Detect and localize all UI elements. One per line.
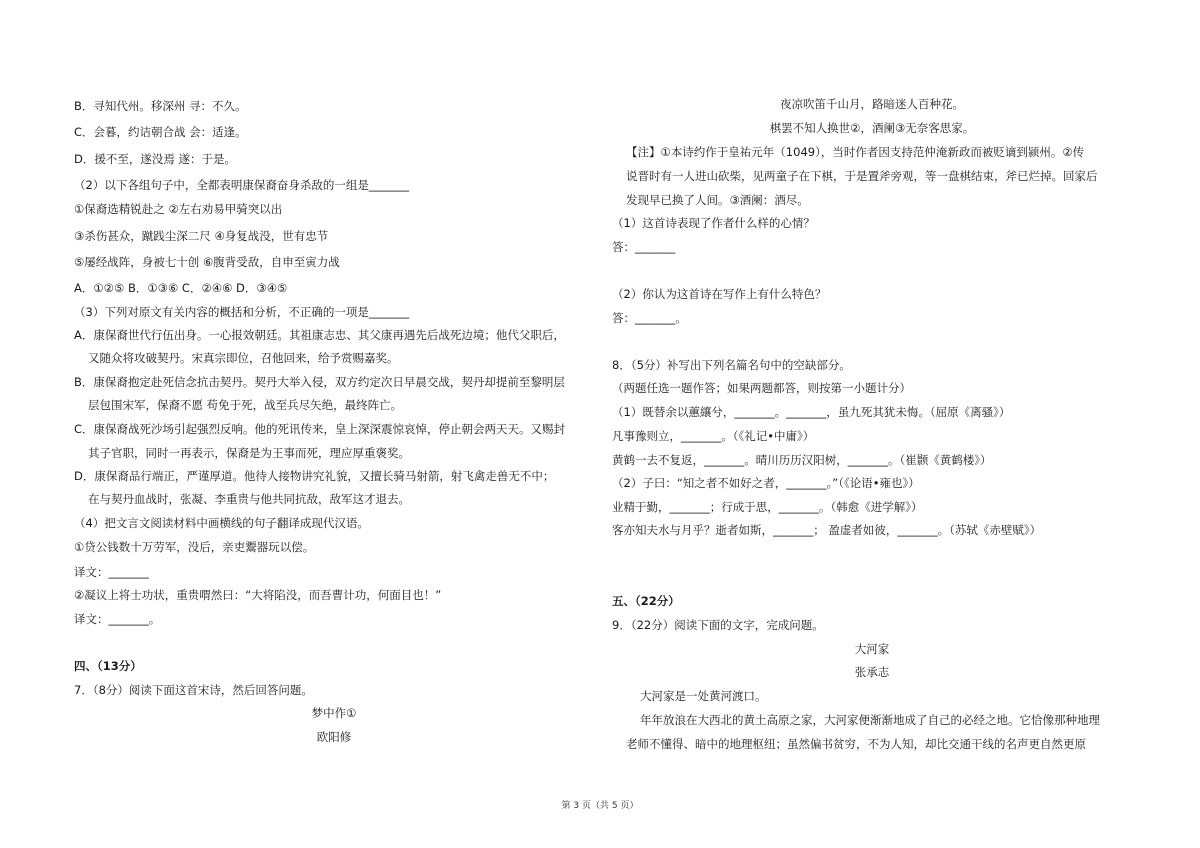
right-text-line: 业精于勤，_______；行成于思，_______。（韩愈《进学解》） xyxy=(612,500,923,514)
left-text-line: 欧阳修 xyxy=(316,730,352,744)
left-text-line: （2）以下各组句子中，全都表明康保裔奋身杀敌的一组是_______ xyxy=(74,178,410,192)
page-footer: 第 3 页（共 5 页） xyxy=(561,801,639,811)
left-text-line: 又随众将攻破契丹。宋真宗即位，召他回来，给予赏赐嘉奖。 xyxy=(88,351,399,365)
right-text-line: 五、（22分） xyxy=(612,594,680,608)
left-text-line: 在与契丹血战时，张凝、李重贵与他共同抗敌，敌军这才退去。 xyxy=(88,492,410,506)
left-text-line: 7．（8分）阅读下面这首宋诗，然后回答问题。 xyxy=(74,683,313,697)
right-text-line: 大河家 xyxy=(854,642,890,656)
left-text-line: ①贷公钱数十万劳军，没后，亲吏鬻器玩以偿。 xyxy=(74,540,315,554)
right-text-line: （2）子曰：“知之者不如好之者，_______。”（《论语•雍也》） xyxy=(612,476,920,490)
left-text-line: 梦中作① xyxy=(311,706,357,720)
left-text-line: （3）下列对原文有关内容的概括和分析，不正确的一项是_______ xyxy=(74,305,410,319)
right-text-line: 发现早已换了人间。③酒阑：酒尽。 xyxy=(626,193,809,207)
left-text-line: ⑤屡经战阵，身被七十创 ⑥腹背受敌，自申至寅力战 xyxy=(74,255,340,269)
right-text-line: （1）既替余以蕙纕兮，_______。_______，虽九死其犹未悔。（屈原《离骚》） xyxy=(612,405,1011,419)
right-text-line: 答：_______ xyxy=(612,240,676,254)
right-text-line: （1）这首诗表现了作者什么样的心情？ xyxy=(612,216,815,230)
right-text-line: 张承志 xyxy=(854,665,890,679)
left-text-line: 译文：_______ xyxy=(74,565,149,579)
right-text-line: （2）你认为这首诗在写作上有什么特色？ xyxy=(612,287,827,301)
right-text-line: 答：_______。 xyxy=(612,311,687,325)
right-text-line: 黄鹤一去不复返，_______。晴川历历汉阳树，_______。（崔颢《黄鹤楼》） xyxy=(612,453,992,467)
right-text-line: 9．（22分）阅读下面的文字，完成问题。 xyxy=(612,618,824,632)
right-text-line: 棋罢不知人换世②，酒阑③无奈客思家。 xyxy=(769,121,975,135)
left-text-line: ③杀伤甚众，蹴践尘深二尺 ④身复战没，世有忠节 xyxy=(74,229,329,243)
right-text-line: 【注】①本诗约作于皇祐元年（1049），当时作者因支持范仲淹新政而被贬谪到颍州。②传 xyxy=(626,145,1085,159)
left-text-line: ②凝议上将士功状，重贵喟然曰：“大将陷没，而吾曹计功，何面目也！” xyxy=(74,588,442,602)
right-text-line: （两题任选一题作答；如果两题都答，则按第一小题计分） xyxy=(612,381,911,395)
left-text-line: B．康保裔抱定赴死信念抗击契丹。契丹大举入侵，双方约定次日早晨交战，契丹却提前至黎明层 xyxy=(74,375,565,389)
left-text-line: C．会暮，约诘朝合战 会：适逢。 xyxy=(74,125,247,139)
left-text-line: 层包围宋军，保裔不愿 苟免于死，战至兵尽矢绝，最终阵亡。 xyxy=(88,398,403,412)
left-text-line: 其子官职，同时一再表示，保裔是为王事而死，理应厚重褒奖。 xyxy=(88,446,410,460)
right-text-line: 说晋时有一人进山砍柴，见两童子在下棋，于是置斧旁观，等一盘棋结束，斧已烂掉。回家后 xyxy=(626,169,1098,183)
left-text-line: 四、（13分） xyxy=(74,659,142,673)
left-text-line: 译文：_______。 xyxy=(74,612,161,626)
left-text-line: C．康保裔战死沙场引起强烈反响。他的死讯传来，皇上深深震惊哀悼，停止朝会两天天。又赐封 xyxy=(74,422,566,436)
left-text-line: A．康保裔世代行伍出身。一心报效朝廷。其祖康志忠、其父康再遇先后战死边境；他代父职后， xyxy=(74,328,565,342)
left-text-line: D．援不至，遂没焉 遂：于是。 xyxy=(74,152,237,166)
right-text-line: 8．（5分）补写出下列名篇名句中的空缺部分。 xyxy=(612,358,851,372)
right-text-line: 老师不懂得、暗中的地理枢纽；虽然偏书贫穷，不为人知，却比交通干线的名声更自然更原 xyxy=(626,737,1086,751)
right-text-line: 大河家是一处黄河渡口。 xyxy=(640,689,767,703)
right-text-line: 夜凉吹笛千山月，路暗迷人百种花。 xyxy=(780,97,964,111)
right-text-line: 客亦知夫水与月乎？逝者如斯，_______； 盈虚者如彼，_______。（苏轼《赤壁赋》） xyxy=(612,523,1042,537)
left-text-line: D．康保裔品行端正，严谨厚道。他待人接物讲究礼貌，又擅长骑马射箭，射飞禽走兽无不中； xyxy=(74,469,555,483)
left-text-line: A．①②⑤ B．①③⑥ C．②④⑥ D．③④⑤ xyxy=(74,281,288,295)
right-text-line: 凡事豫则立，_______。（《礼记•中庸》） xyxy=(612,429,815,443)
left-text-line: ①保裔选精锐赴之 ②左右劝易甲骑突以出 xyxy=(74,202,283,216)
left-text-line: B．寻知代州。移深州 寻：不久。 xyxy=(74,99,247,113)
right-text-line: 年年放浪在大西北的黄土高原之家，大河家便渐渐地成了自己的必经之地。它恰像那种地理 xyxy=(640,713,1100,727)
left-text-line: （4）把文言文阅读材料中画横线的句子翻译成现代汉语。 xyxy=(74,516,369,530)
